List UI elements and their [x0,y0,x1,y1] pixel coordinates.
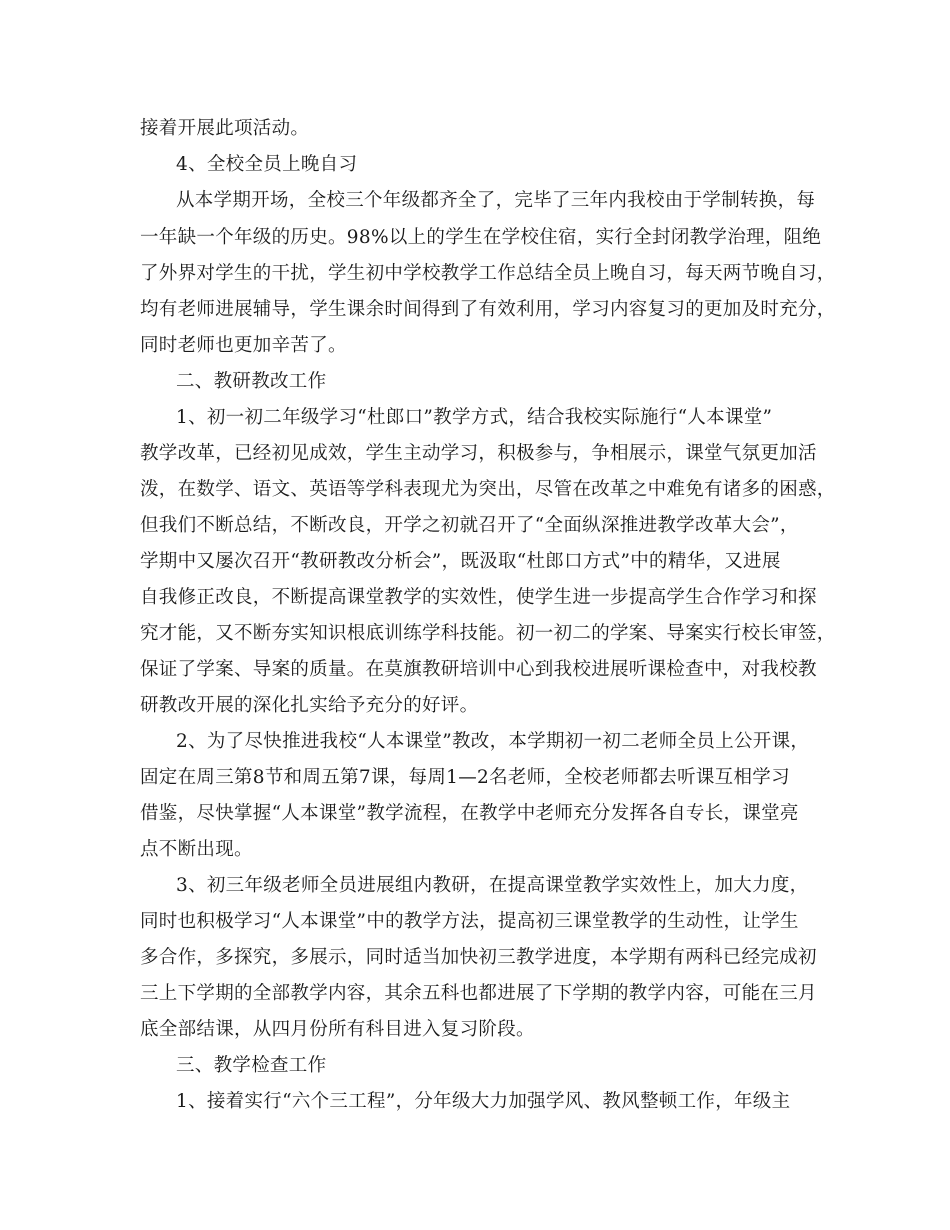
text-line: 保证了学案、导案的质量。在莫旗教研培训中心到我校进展听课检查中，对我校教 [140,659,817,680]
text-line: 研教改开展的深化扎实给予充分的好评。 [140,695,479,716]
text-line: 固定在周三第8节和周五第7课，每周1—2名老师，全校老师都去听课互相学习 [140,767,790,788]
text-line: 但我们不断总结，不断改良，开学之初就召开了“全面纵深推进教学改革大会”， [140,515,799,536]
text-line: 一年缺一个年级的历史。98%以上的学生在学校住宿，实行全封闭教学治理，阻绝 [140,227,822,248]
text-line: 借鉴，尽快掌握“人本课堂”教学流程，在教学中老师充分发挥各自专长，课堂亮 [140,803,799,824]
section-heading: 4、全校全员上晚自习 [176,154,358,175]
text-line: 自我修正改良，不断提高课堂教学的实效性，使学生进一步提高学生合作学习和探 [140,587,817,608]
text-line: 1、初一初二年级学习“杜郎口”教学方式，结合我校实际施行“人本课堂” [176,407,773,428]
text-line: 3、初三年级老师全员进展组内教研，在提高课堂教学实效性上，加大力度， [176,875,809,896]
text-line: 同时也积极学习“人本课堂”中的教学方法，提高初三课堂教学的生动性，让学生 [140,911,799,932]
text-line: 同时老师也更加辛苦了。 [140,335,347,356]
text-line: 究才能，又不断夯实知识根底训练学科技能。初一初二的学案、导案实行校长审签， [140,623,836,644]
text-line: 三上下学期的全部教学内容，其余五科也都进展了下学期的教学内容，可能在三月 [140,983,817,1004]
text-line: 多合作，多探究，多展示，同时适当加快初三教学进度，本学期有两科已经完成初 [140,947,817,968]
text-line: 1、接着实行“六个三工程”，分年级大力加强学风、教风整顿工作，年级主 [176,1091,791,1112]
section-heading: 二、教研教改工作 [176,371,327,392]
text-line: 接着开展此项活动。 [140,118,310,139]
text-line: 了外界对学生的干扰，学生初中学校教学工作总结全员上晚自习，每天两节晚自习， [140,263,836,284]
text-line: 教学改革，已经初见成效，学生主动学习，积极参与，争相展示，课堂气氛更加活 [140,443,817,464]
text-line: 2、为了尽快推进我校“人本课堂”教改，本学期初一初二老师全员上公开课， [176,731,810,752]
text-line: 泼，在数学、语文、英语等学科表现尤为突出，尽管在改革之中难免有诸多的困惑， [140,479,836,500]
text-line: 点不断出现。 [140,839,253,860]
section-heading: 三、教学检查工作 [176,1055,327,1076]
text-line: 底全部结课，从四月份所有科目进入复习阶段。 [140,1019,535,1040]
text-line: 学期中又屡次召开“教研教改分析会”，既汲取“杜郎口方式”中的精华，又进展 [140,551,781,572]
text-line: 从本学期开场，全校三个年级都齐全了，完毕了三年内我校由于学制转换，每 [176,190,816,211]
text-line: 均有老师进展辅导，学生课余时间得到了有效利用，学习内容复习的更加及时充分， [140,299,836,320]
